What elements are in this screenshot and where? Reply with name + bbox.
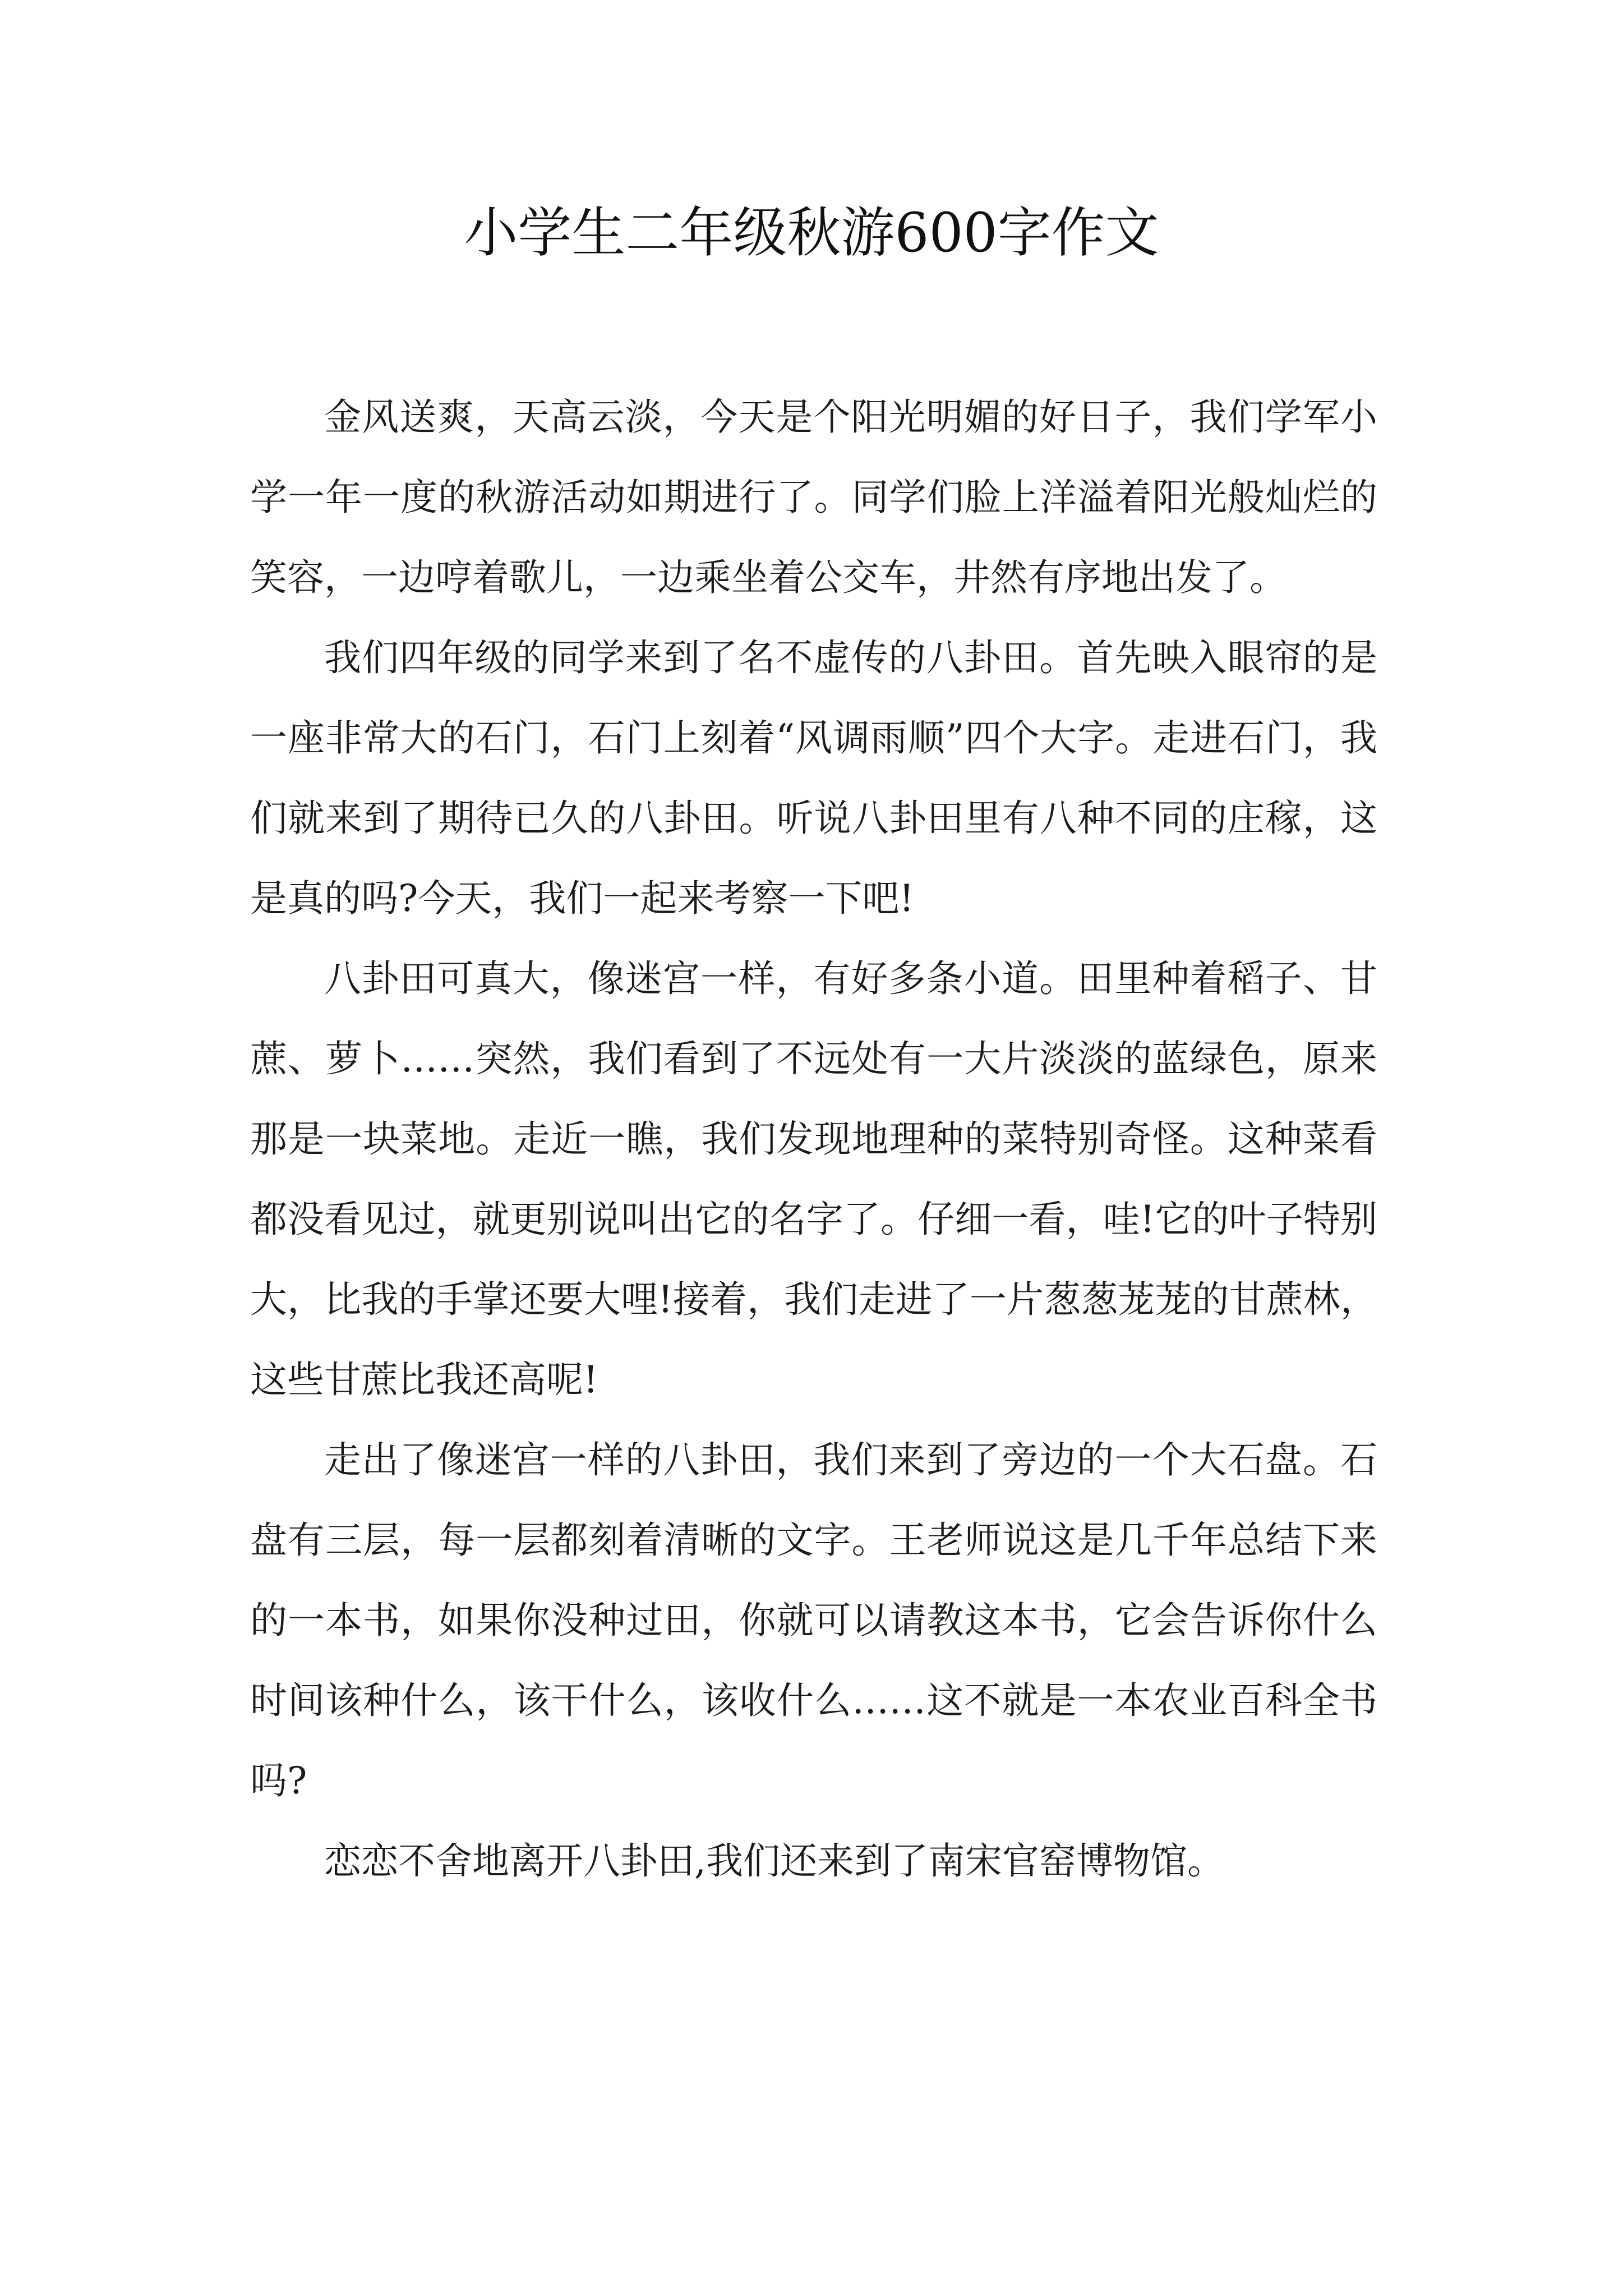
document-body [250,377,1377,1901]
paragraph-3: 八卦田可真大，像迷宫一样，有好多条小道。田里种着稻子、甘蔗、萝卜……突然，我们看到了不远处有一大片淡淡的蓝绿色，原来那是一块菜地。走近一瞧，我们发现地理种的菜特别奇怪。这种菜看都没看见过，就更别说叫出它的名字了。仔细一看，哇!它的叶子特别大，比我的手掌还要大哩!接着，我们走进了一片葱葱茏茏的甘蔗林，这些甘蔗比我还高呢! [250,957,1377,1401]
paragraph-5: 恋恋不舍地离开八卦田,我们还来到了南宋官窑博物馆。 [324,1839,1224,1883]
paragraph-1: 金风送爽，天高云淡，今天是个阳光明媚的好日子，我们学军小学一年一度的秋游活动如期进行了。同学们脸上洋溢着阳光般灿烂的笑容，一边哼着歌儿，一边乘坐着公交车，井然有序地出发了。 [250,395,1377,599]
paragraph-2: 我们四年级的同学来到了名不虚传的八卦田。首先映入眼帘的是一座非常大的石门，石门上刻着“风调雨顺”四个大字。走进石门，我们就来到了期待已久的八卦田。听说八卦田里有八种不同的庄稼，这是真的吗?今天，我们一起来考察一下吧! [250,636,1377,920]
paragraph-4: 走出了像迷宫一样的八卦田，我们来到了旁边的一个大石盘。石盘有三层，每一层都刻着清晰的文字。王老师说这是几千年总结下来的一本书，如果你没种过田，你就可以请教这本书，它会告诉你什么时间该种什么，该干什么，该收什么……这不就是一本农业百科全书吗? [250,1438,1377,1802]
document-title: 小学生二年级秋游600字作文 [464,201,1159,264]
